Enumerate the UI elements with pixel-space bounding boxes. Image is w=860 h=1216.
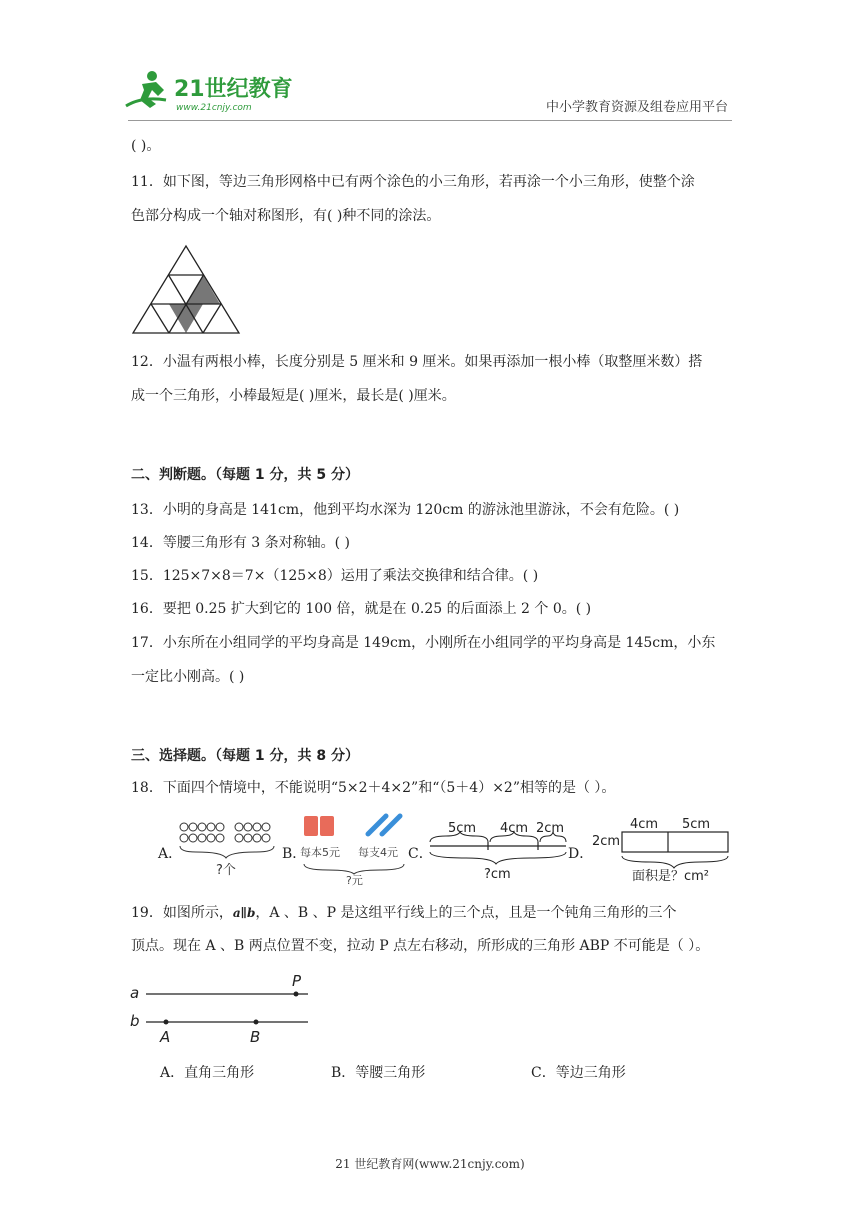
q19-line2: 顶点。现在 A 、B 两点位置不变，拉动 P 点左右移动，所形成的三角形 ABP 不可能是（ ）。 xyxy=(131,938,710,954)
q18-option-a-label: A． xyxy=(158,846,183,862)
q12-line1: 12．小温有两根小棒，长度分别是 5 厘米和 9 厘米。如果再添加一根小棒（取整厘米数）搭 xyxy=(131,354,703,370)
q18-option-c-seg3: 2cm xyxy=(536,821,565,836)
q18-option-b-price1: 每本5元 xyxy=(300,846,340,859)
q17-line1: 17．小东所在小组同学的平均身高是 149cm，小刚所在小组同学的平均身高是 145cm，小东 xyxy=(131,635,716,651)
section-3-heading: 三、选择题。（每题 1 分，共 8 分） xyxy=(131,748,359,764)
q19-line1 xyxy=(131,903,677,923)
header-divider xyxy=(128,120,732,121)
q19-parallel: a∥b xyxy=(232,906,256,920)
q18-option-b-figure xyxy=(298,812,410,890)
q18-option-c-seg1: 5cm xyxy=(448,821,477,836)
page-footer: 21 世纪教育网(www.21cnjy.com) xyxy=(335,1157,525,1171)
section-2-heading: 二、判断题。（每题 1 分，共 5 分） xyxy=(131,467,359,483)
prev-question-tail: ( )。 xyxy=(131,138,161,154)
logo-brand: 21世纪教育 xyxy=(174,77,292,102)
q18-option-d-label: D． xyxy=(568,846,594,862)
q19-option-c: C．等边三角形 xyxy=(531,1065,626,1081)
q15: 15．125×7×8＝7×（125×8）运用了乘法交换律和结合律。( ) xyxy=(131,568,539,584)
label-point-P: P xyxy=(292,972,302,990)
q18-option-d-figure xyxy=(590,814,732,888)
q18-stem: 18．下面四个情境中，不能说明“5×2＋4×2”和“（5＋4）×2”相等的是（ ）。 xyxy=(131,780,616,796)
q18-option-d-caption: 面积是？cm² xyxy=(632,869,710,884)
q18-option-a-caption: ?个 xyxy=(216,863,236,878)
q14: 14．等腰三角形有 3 条对称轴。( ) xyxy=(131,535,350,551)
label-point-B: B xyxy=(250,1028,261,1046)
q11-triangle-grid xyxy=(131,242,241,341)
q19-line1-pre: 19．如图所示， xyxy=(131,905,233,921)
q19-option-a: A．直角三角形 xyxy=(160,1065,255,1081)
q18-option-d-w1: 4cm xyxy=(630,817,659,832)
q18-option-a-figure xyxy=(176,818,282,884)
q19-option-b: B．等腰三角形 xyxy=(331,1065,426,1081)
q18-option-b-label: B． xyxy=(282,846,307,862)
book-icon xyxy=(320,816,334,836)
q17-line2: 一定比小刚高。( ) xyxy=(131,669,245,685)
q12-line2: 成一个三角形，小棒最短是( )厘米，最长是( )厘米。 xyxy=(131,388,456,404)
logo xyxy=(122,66,292,114)
q18-option-c-figure xyxy=(426,816,568,886)
q18-option-d-side: 2cm xyxy=(592,834,621,849)
q18-option-b-price2: 每支4元 xyxy=(358,846,398,859)
q16: 16．要把 0.25 扩大到它的 100 倍，就是在 0.25 的后面添上 2 个 0。( ) xyxy=(131,601,592,617)
label-line-b: b xyxy=(130,1012,140,1030)
q13: 13．小明的身高是 141cm，他到平均水深为 120cm 的游泳池里游泳，不会有危险。( ) xyxy=(131,502,680,518)
q11-line1: 11．如下图，等边三角形网格中已有两个涂色的小三角形，若再涂一个小三角形，使整个涂 xyxy=(131,174,695,190)
q18-option-d-w2: 5cm xyxy=(682,817,711,832)
book-icon xyxy=(304,816,318,836)
logo-url: www.21cnjy.com xyxy=(176,103,252,113)
q19-line1-post: ，A 、B 、P 是这组平行线上的三个点，且是一个钝角三角形的三个 xyxy=(255,905,677,921)
header-platform-text: 中小学教育资源及组卷应用平台 xyxy=(545,100,728,115)
q19-parallel-lines-figure xyxy=(128,970,318,1054)
q18-option-c-label: C． xyxy=(408,846,433,862)
q18-option-c-caption: ?cm xyxy=(484,867,511,882)
q11-line2: 色部分构成一个轴对称图形，有( )种不同的涂法。 xyxy=(131,208,441,224)
q18-option-c-seg2: 4cm xyxy=(500,821,529,836)
logo-runner-icon xyxy=(122,66,292,114)
q18-option-b-caption: ?元 xyxy=(346,874,363,886)
label-point-A: A xyxy=(160,1028,171,1046)
label-line-a: a xyxy=(130,984,140,1002)
